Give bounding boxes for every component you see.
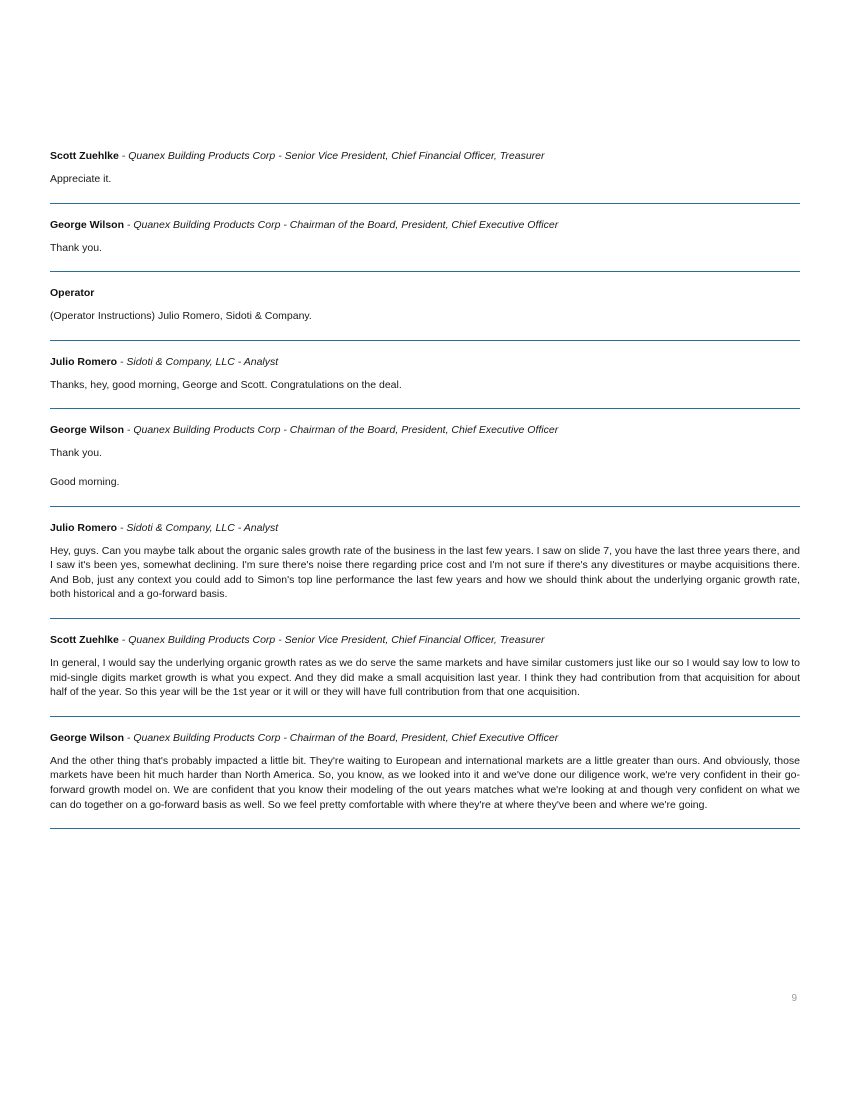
speaker-line	[50, 218, 800, 232]
speaker-role: - Sidoti & Company, LLC - Analyst	[117, 521, 279, 534]
speaker-line	[50, 731, 800, 745]
page-number: 9	[791, 993, 797, 1004]
statement-paragraph: Appreciate it.	[50, 173, 112, 185]
speaker-name: Operator	[50, 287, 95, 300]
speaker-name: Scott Zuehlke	[50, 150, 119, 162]
speaker-role: - Sidoti & Company, LLC - Analyst	[117, 355, 279, 368]
speaker-line	[50, 633, 800, 647]
speaker-name: George Wilson	[50, 424, 124, 437]
speaker-name: George Wilson	[50, 218, 124, 231]
speaker-role: - Quanex Building Products Corp - Chairman of the Board, President, Chief Executive Officer	[124, 731, 559, 744]
speaker-role: - Quanex Building Products Corp - Senior Vice President, Chief Financial Officer, Treasurer	[118, 150, 545, 162]
speaker-role: - Quanex Building Products Corp - Senior Vice President, Chief Financial Officer, Treasurer	[118, 633, 545, 646]
transcript-entry	[50, 521, 800, 619]
statement-paragraph: And the other thing that's probably impacted a little bit. They're waiting to European and international markets are a little greater than ours. And obviously, those markets have been hit much harder than North America. So, you know, as we looked into it and we've done our diligence work, we're very confident in their go-forward growth model on. We are confident that you know their modeling of the out years matches what we're looking at and though very confident on what we can do together on a go-forward basis as well. So we feel pretty comfortable with where they're at where they've been and where we're going.	[50, 754, 800, 811]
transcript-entry	[50, 355, 800, 410]
speaker-line	[50, 286, 800, 300]
transcript-entry	[50, 149, 800, 204]
statement-paragraph: (Operator Instructions) Julio Romero, Sidoti & Company.	[50, 310, 312, 323]
speaker-name: Julio Romero	[50, 355, 118, 368]
statement-paragraph: In general, I would say the underlying organic growth rates as we do serve the same markets and have similar customers just like our so I would say low to low to mid-single digits market growth is what you expect. And they did make a small acquisition last year. I think they had contribution from that acquisition for about half of the year. So this year will be the 1st year or it will or they will have full contribution from that one acquisition.	[50, 656, 800, 699]
transcript-entry	[50, 423, 800, 506]
speaker-role: - Quanex Building Products Corp - Chairman of the Board, President, Chief Executive Officer	[124, 424, 559, 437]
speaker-line	[50, 521, 800, 535]
speaker-name: Scott Zuehlke	[50, 633, 119, 646]
speaker-role: - Quanex Building Products Corp - Chairman of the Board, President, Chief Executive Officer	[124, 218, 559, 231]
speaker-name: Julio Romero	[50, 521, 118, 534]
statement-paragraph: Thank you.	[50, 447, 102, 460]
transcript-entry	[50, 731, 800, 829]
statement-paragraph: Thank you.	[50, 241, 102, 254]
transcript-entry	[50, 286, 800, 341]
statement-paragraph: Hey, guys. Can you maybe talk about the organic sales growth rate of the business in the last few years. I saw on slide 7, you have the last three years there, and I saw it's been yes, somewhat declining. I'm sure there's noise there regarding price cost and I'm not sure if there's any divestitures or maybe acquisitions there. And Bob, just any context you could add to Simon's top line performance the last few years and how we should think about the underlying organic growth rate, both historical and a go-forward basis.	[50, 544, 800, 601]
speaker-line	[50, 149, 800, 163]
speaker-line	[50, 423, 800, 437]
speaker-line	[50, 355, 800, 369]
transcript-entry	[50, 218, 800, 273]
transcript-entry	[50, 633, 800, 717]
statement-paragraph: Thanks, hey, good morning, George and Scott. Congratulations on the deal.	[50, 378, 402, 391]
statement-paragraph: Good morning.	[50, 475, 120, 488]
speaker-name: George Wilson	[50, 731, 124, 744]
transcript-section	[50, 149, 800, 843]
